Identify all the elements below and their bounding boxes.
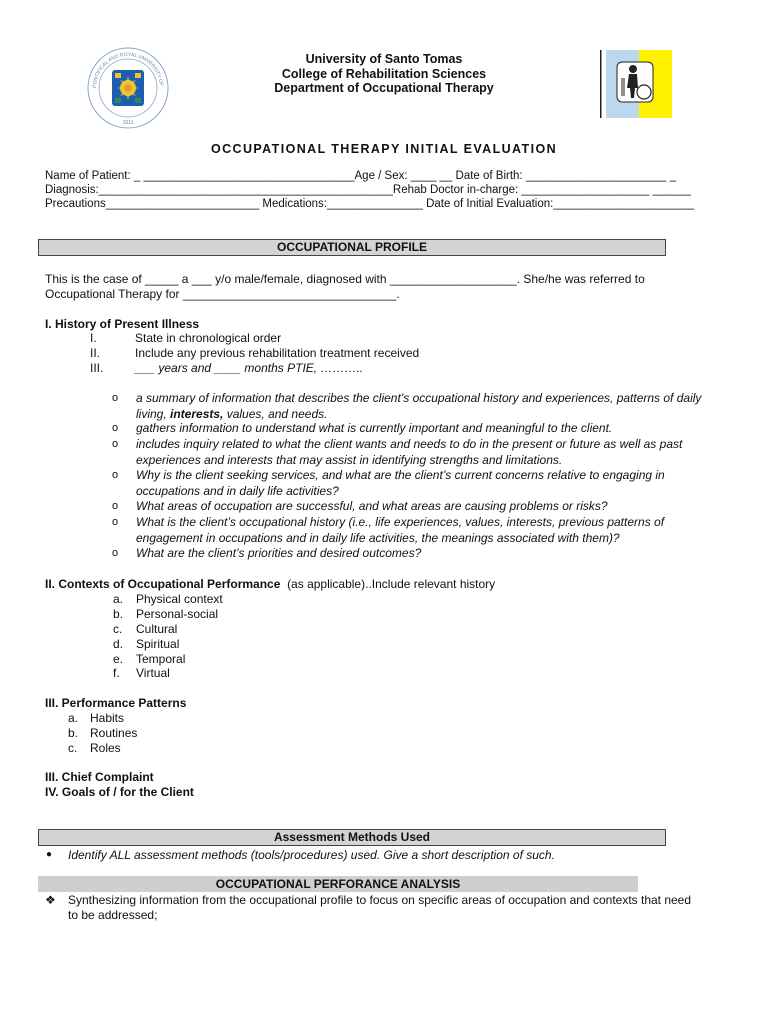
context-letter: d. [113,637,124,651]
circle-bullet-icon: o [112,469,119,481]
pattern-item: Roles [90,741,121,755]
analysis-instruction-line-2: to be addressed; [68,908,158,922]
pattern-letter: c. [68,741,78,755]
document-title: OCCUPATIONAL THERAPY INITIAL EVALUATION [210,142,558,156]
circle-bullet-icon: o [112,547,119,559]
pattern-letter: b. [68,726,79,740]
assessment-methods-heading: Assessment Methods Used [38,829,666,846]
ot-department-logo [600,50,672,118]
history-note: What areas of occupation are successful, and what areas are causing problems or risks? [136,499,608,513]
context-item: Physical context [136,592,223,606]
context-item: Personal-social [136,607,219,621]
pattern-item: Routines [90,726,138,740]
context-letter: e. [113,652,124,666]
department-name: Department of Occupational Therapy [274,81,494,95]
context-letter: a. [113,592,124,606]
university-name: University of Santo Tomas [305,52,463,66]
context-item: Temporal [136,652,186,666]
precautions-line: Precautions________________________ Medications:_______________ Date of Initial Evaluation:______________________ [45,198,695,210]
context-letter: c. [113,622,123,636]
history-note: includes inquiry related to what the client wants and needs to do in the present or future as well as past experiences and interests that may assist in identifying strengths and limitations. [136,437,683,467]
pattern-letter: a. [68,711,79,725]
goals-heading: IV. Goals of / for the Client [45,785,194,799]
circle-bullet-icon: o [112,422,119,434]
seal-ring-text: PONTIFICAL AND ROYAL UNIVERSITY OF [91,51,164,89]
history-note: Why is the client seeking services, and what are the client’s current concerns relative to engaging in occupations and in daily life activities? [136,468,665,498]
history-item-text: State in chronological order [135,331,282,345]
performance-analysis-heading: OCCUPATIONAL PERFORANCE ANALYSIS [38,876,638,892]
chief-complaint-heading: III. Chief Complaint [45,770,154,784]
pattern-item: Habits [90,711,125,725]
context-item: Spiritual [136,637,180,651]
circle-bullet-icon: o [112,500,119,512]
seal-year: 1611 [122,120,134,126]
context-letter: b. [113,607,124,621]
contexts-heading: II. Contexts of Occupational Performance (as applicable)..Include relevant history [45,577,496,591]
context-item: Virtual [136,666,170,680]
assessment-instruction: Identify ALL assessment methods (tools/procedures) used. Give a short description of such. [68,848,555,862]
circle-bullet-icon: o [112,516,119,528]
history-item-number: II. [90,346,101,360]
case-line-1: This is the case of _____ a ___ y/o male/female, diagnosed with ___________________. She/he was referred to [45,272,645,286]
patterns-heading: III. Performance Patterns [45,696,187,710]
college-name: College of Rehabilitation Sciences [281,66,487,81]
analysis-instruction-line-1: Synthesizing information from the occupational profile to focus on specific areas of occupation and contexts that need [68,893,692,907]
history-item-text: ___ years and ____ months PTIE, ……….. [135,361,364,375]
patient-name-line: Name of Patient: _ _________________________________Age / Sex: ____ __ Date of Birth: ______________________ _ [45,170,677,182]
history-note: gathers information to understand what is currently important and meaningful to the client. [136,421,613,435]
occupational-profile-heading: OCCUPATIONAL PROFILE [38,239,666,256]
history-item-number: III. [90,361,104,375]
bullet-icon: ● [46,849,53,860]
history-note: a summary of information that describes the client’s occupational history and experiences, patterns of daily living, interests, values, and needs. [136,391,702,421]
history-heading: I. History of Present Illness [45,317,200,331]
case-line-2: Occupational Therapy for ________________________________. [45,287,400,301]
history-item-text: Include any previous rehabilitation treatment received [135,346,420,360]
diamond-bullet-icon: ❖ [45,893,56,907]
history-note: What is the client’s occupational history (i.e., life experiences, values, interests, previous patterns of engagement in occupations and in daily life activities, the meanings associated with them)? [136,515,665,545]
history-item-number: I. [90,331,97,345]
circle-bullet-icon: o [112,392,119,404]
diagnosis-line: Diagnosis:______________________________________________Rehab Doctor in-charge: ____________________ ______ [45,184,691,196]
context-letter: f. [113,666,120,680]
history-note: What are the client’s priorities and desired outcomes? [136,546,422,560]
context-item: Cultural [136,622,178,636]
circle-bullet-icon: o [112,438,119,450]
